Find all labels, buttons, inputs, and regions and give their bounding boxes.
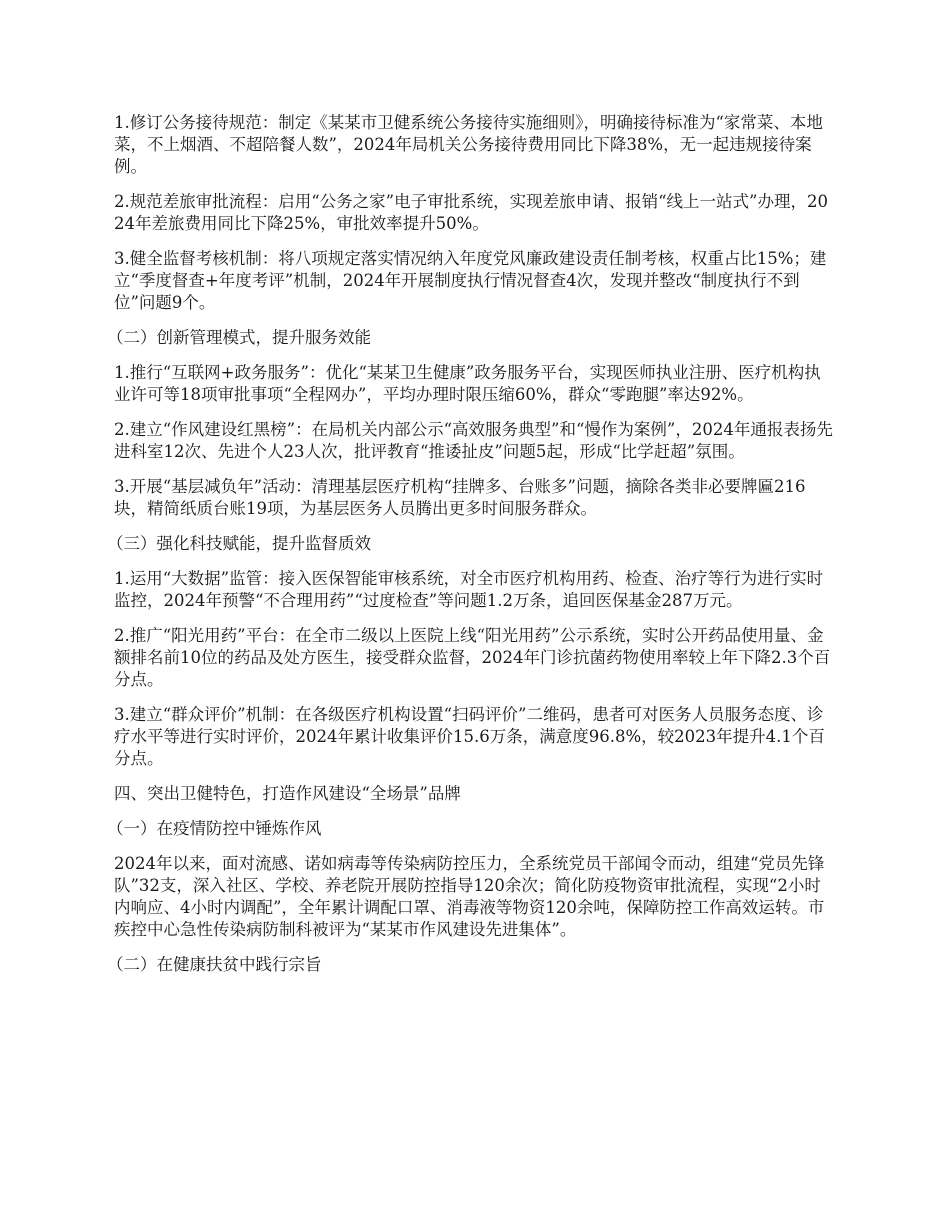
paragraph-travel-approval: 2.规范差旅审批流程：启用“公务之家”电子审批系统，实现差旅申请、报销“线上一站式”办理，2024年差旅费用同比下降25%，审批效率提升50%。	[114, 192, 828, 233]
section-heading-tech-empowerment: （三）强化科技赋能，提升监督质效	[107, 534, 371, 553]
paragraph-big-data: 1.运用“大数据”监管：接入医保智能审核系统，对全市医疗机构用药、检查、治疗等行为进行实时监控，2024年预警“不合理用药”“过度检查”等问题1.2万条，追回医保基金287万元。	[114, 569, 824, 610]
paragraph-public-evaluation: 3.建立“群众评价”机制：在各级医疗机构设置“扫码评价”二维码，患者可对医务人员服务态度、诊疗水平等进行实时评价，2024年累计收集评价15.6万条，满意度96.8%，较2023年提升4.1个百分点。	[114, 705, 825, 768]
document-page	[107, 112, 836, 989]
section-heading-health-poverty: （二）在健康扶贫中践行宗旨	[107, 955, 322, 974]
paragraph-internet-services: 1.推行“互联网+政务服务”：优化“某某卫生健康”政务服务平台，实现医师执业注册、医疗机构执业许可等18项审批事项“全程网办”，平均办理时限压缩60%，群众“零跑腿”率达92%。	[114, 363, 821, 404]
section-heading-management-mode: （二）创新管理模式，提升服务效能	[107, 328, 371, 347]
chapter-heading-four: 四、突出卫健特色，打造作风建设“全场景”品牌	[114, 784, 461, 803]
paragraph-supervision-mechanism: 3.健全监督考核机制：将八项规定落实情况纳入年度党风廉政建设责任制考核，权重占比15%；建立“季度督查+年度考评”机制，2024年开展制度执行情况督查4次，发现并整改“制度执行不到位”问题9个。	[114, 249, 827, 312]
section-heading-epidemic-control: （一）在疫情防控中锤炼作风	[107, 819, 322, 838]
paragraph-epidemic-response: 2024年以来，面对流感、诺如病毒等传染病防控压力，全系统党员干部闻令而动，组建“党员先锋队”32支，深入社区、学校、养老院开展防控指导120余次；简化防疫物资审批流程，实现“2小时内响应、4小时内调配”，全年累计调配口罩、消毒液等物资120余吨，保障防控工作高效运转。市疾控中心急性传染病防制科被评为“某某市作风建设先进集体”。	[114, 854, 825, 939]
paragraph-reception-rules: 1.修订公务接待规范：制定《某某市卫健系统公务接待实施细则》，明确接待标准为“家常菜、本地菜，不上烟酒、不超陪餐人数”，2024年局机关公务接待费用同比下降38%，无一起违规接待案例。	[114, 113, 823, 176]
paragraph-sunshine-medication: 2.推广“阳光用药”平台：在全市二级以上医院上线“阳光用药”公示系统，实时公开药品使用量、金额排名前10位的药品及处方医生，接受群众监督，2024年门诊抗菌药物使用率较上年下降2.3个百分点。	[114, 626, 831, 689]
paragraph-red-black-list: 2.建立“作风建设红黑榜”：在局机关内部公示“高效服务典型”和“慢作为案例”，2024年通报表扬先进科室12次、先进个人23人次，批评教育“推诿扯皮”问题5起，形成“比学赶超”氛围。	[114, 420, 833, 461]
paragraph-burden-reduction: 3.开展“基层减负年”活动：清理基层医疗机构“挂牌多、台账多”问题，摘除各类非必要牌匾216块，精简纸质台账19项，为基层医务人员腾出更多时间服务群众。	[114, 477, 806, 518]
